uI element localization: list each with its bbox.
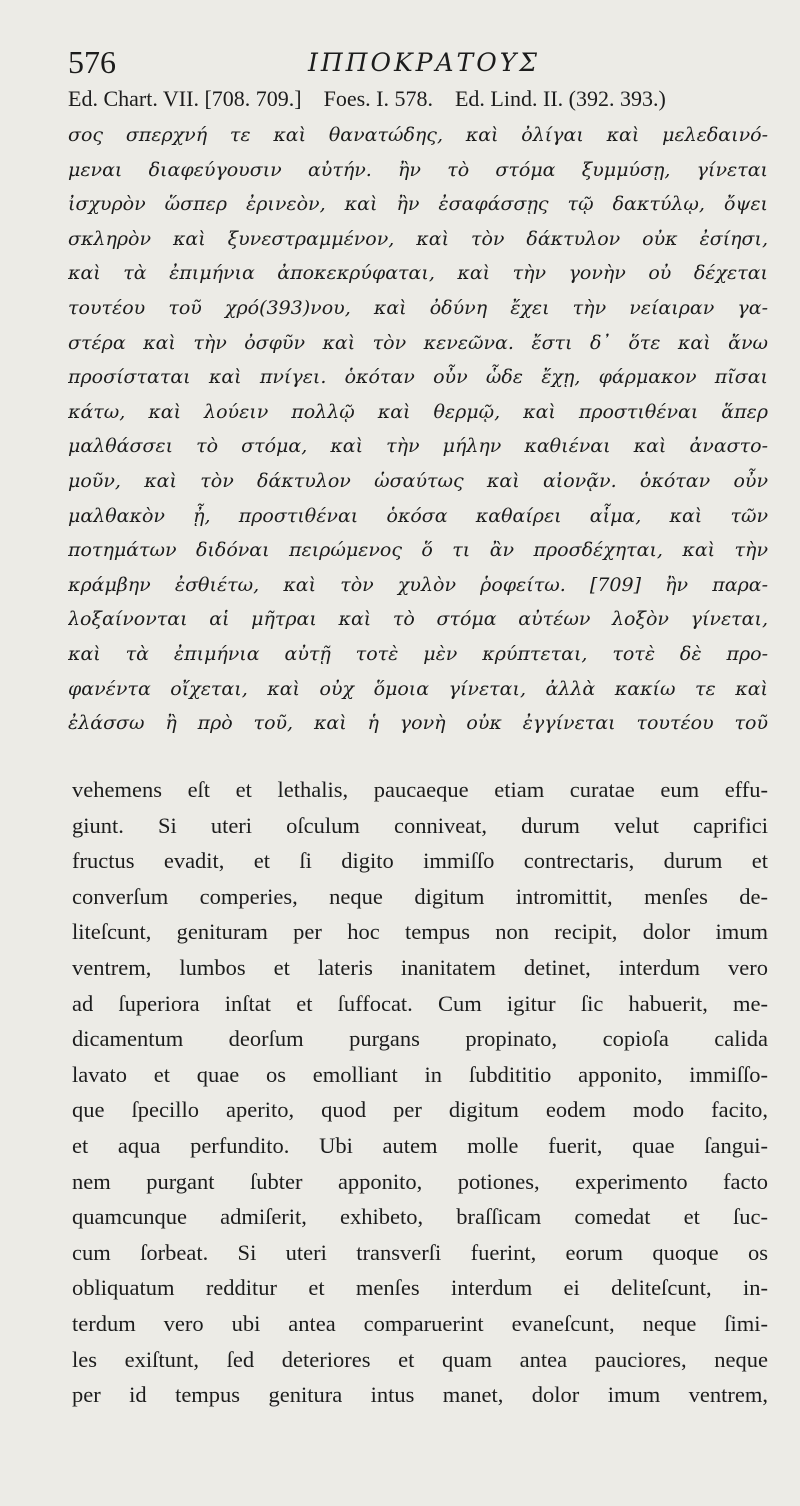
latin-text-line: lavato et quae os emolliant in ſubdititio apponito, immiſſo-: [72, 1061, 768, 1087]
latin-text-line: et aqua perfundito. Ubi autem molle fuerit, quae ſangui-: [72, 1132, 768, 1158]
greek-text-line: ποτημάτων διδόναι πειρώμενος ὅ τι ἂν προσδέχηται, καὶ τὴν: [68, 539, 768, 562]
greek-text-line: τουτέου τοῦ χρό(393)νου, καὶ ὀδύνη ἔχει τὴν νείαιραν γα-: [68, 296, 768, 319]
greek-text-line: σος σπερχνή τε καὶ θανατώδης, καὶ ὀλίγαι καὶ μελεδαινό-: [68, 124, 768, 146]
latin-text-line: terdum vero ubi antea comparuerint evaneſcunt, neque ſimi-: [72, 1310, 768, 1336]
greek-text-line: ἐλάσσω ἢ πρὸ τοῦ, καὶ ἡ γονὴ οὐκ ἐγγίνεται τουτέου τοῦ: [68, 712, 768, 735]
greek-text-line: μεναι διαφεύγουσιν αὐτήν. ἢν τὸ στόμα ξυμμύσῃ, γίνεται: [68, 158, 768, 181]
greek-text-line: μαλθάσσει τὸ στόμα, καὶ τὴν μήλην καθιέναι καὶ ἀναστο-: [68, 435, 768, 458]
greek-text-line: καὶ τὰ ἐπιμήνια αὐτῇ τοτὲ μὲν κρύπτεται, τοτὲ δὲ προ-: [68, 642, 768, 665]
latin-translation-block: [72, 772, 768, 1413]
latin-text-line: dicamentum deorſum purgans propinato, copioſa calida: [72, 1026, 768, 1052]
edition-reference-line: Ed. Chart. VII. [708. 709.] Foes. I. 578. Ed. Lind. II. (392. 393.): [68, 86, 666, 111]
latin-text-line: ventrem, lumbos et lateris inanitatem detinet, interdum vero: [72, 954, 768, 980]
latin-text-line: converſum comperies, neque digitum intromittit, menſes de-: [72, 883, 768, 909]
latin-text-line: quamcunque admiſerit, exhibeto, braſſicam comedat et ſuc-: [72, 1204, 768, 1230]
running-head: [68, 44, 768, 88]
running-title: ΙΠΠΟΚΡΑΤΟΥΣ: [308, 48, 540, 77]
greek-text-line: λοξαίνονται αἱ μῆτραι καὶ τὸ στόμα αὐτέων λοξὸν γίνεται,: [68, 608, 768, 631]
latin-text-line: nem purgant ſubter apponito, potiones, experimento facto: [72, 1168, 768, 1194]
latin-text-line: liteſcunt, genituram per hoc tempus non recipit, dolor imum: [72, 919, 768, 945]
greek-text-line: προσίσταται καὶ πνίγει. ὁκόταν οὖν ὧδε ἔχῃ, φάρμακον πῖσαι: [68, 366, 768, 389]
greek-text-line: μαλθακὸν ᾖ, προστιθέναι ὁκόσα καθαίρει αἷμα, καὶ τῶν: [68, 504, 768, 527]
greek-text-line: κάτω, καὶ λούειν πολλῷ καὶ θερμῷ, καὶ προστιθέναι ἅπερ: [68, 400, 768, 423]
latin-text-line: fructus evadit, et ſi digito immiſſo contrectaris, durum et: [72, 848, 768, 874]
page-number: 576: [68, 44, 116, 80]
latin-text-line: vehemens eſt et lethalis, paucaeque etiam curatae eum effu-: [72, 777, 768, 802]
latin-text-line: per id tempus genitura intus manet, dolor imum ventrem,: [72, 1382, 768, 1408]
latin-text-line: ad ſuperiora inſtat et ſuffocat. Cum igitur ſic habuerit, me-: [72, 990, 768, 1016]
greek-text-line: μοῦν, καὶ τὸν δάκτυλον ὡσαύτως καὶ αἰονᾷν. ὁκόταν οὖν: [68, 469, 768, 492]
greek-text-block: [68, 118, 768, 741]
greek-text-line: στέρα καὶ τὴν ὀσφῦν καὶ τὸν κενεῶνα. ἔστι δ᾽ ὅτε καὶ ἄνω: [68, 331, 768, 354]
latin-text-line: obliquatum redditur et menſes interdum ei deliteſcunt, in-: [72, 1275, 768, 1301]
latin-text-line: les exiſtunt, ſed deteriores et quam antea pauciores, neque: [72, 1346, 768, 1372]
greek-text-line: κράμβην ἐσθιέτω, καὶ τὸν χυλὸν ῥοφείτω. [709] ἢν παρα-: [68, 573, 768, 596]
greek-text-line: καὶ τὰ ἐπιμήνια ἀποκεκρύφαται, καὶ τὴν γονὴν οὐ δέχεται: [68, 262, 768, 285]
latin-text-line: que ſpecillo aperito, quod per digitum eodem modo facito,: [72, 1097, 768, 1123]
greek-text-line: σκληρὸν καὶ ξυνεστραμμένον, καὶ τὸν δάκτυλον οὐκ ἐσίησι,: [68, 227, 768, 250]
latin-text-line: cum ſorbeat. Si uteri transverſi fuerint, eorum quoque os: [72, 1239, 768, 1265]
latin-text-line: giunt. Si uteri oſculum conniveat, durum velut caprifici: [72, 812, 768, 838]
greek-text-line: φανέντα οἴχεται, καὶ οὐχ ὅμοια γίνεται, ἀλλὰ κακίω τε καὶ: [68, 677, 768, 700]
greek-text-line: ἰσχυρὸν ὥσπερ ἐρινεὸν, καὶ ἢν ἐσαφάσσῃς τῷ δακτύλῳ, ὄψει: [68, 193, 768, 216]
